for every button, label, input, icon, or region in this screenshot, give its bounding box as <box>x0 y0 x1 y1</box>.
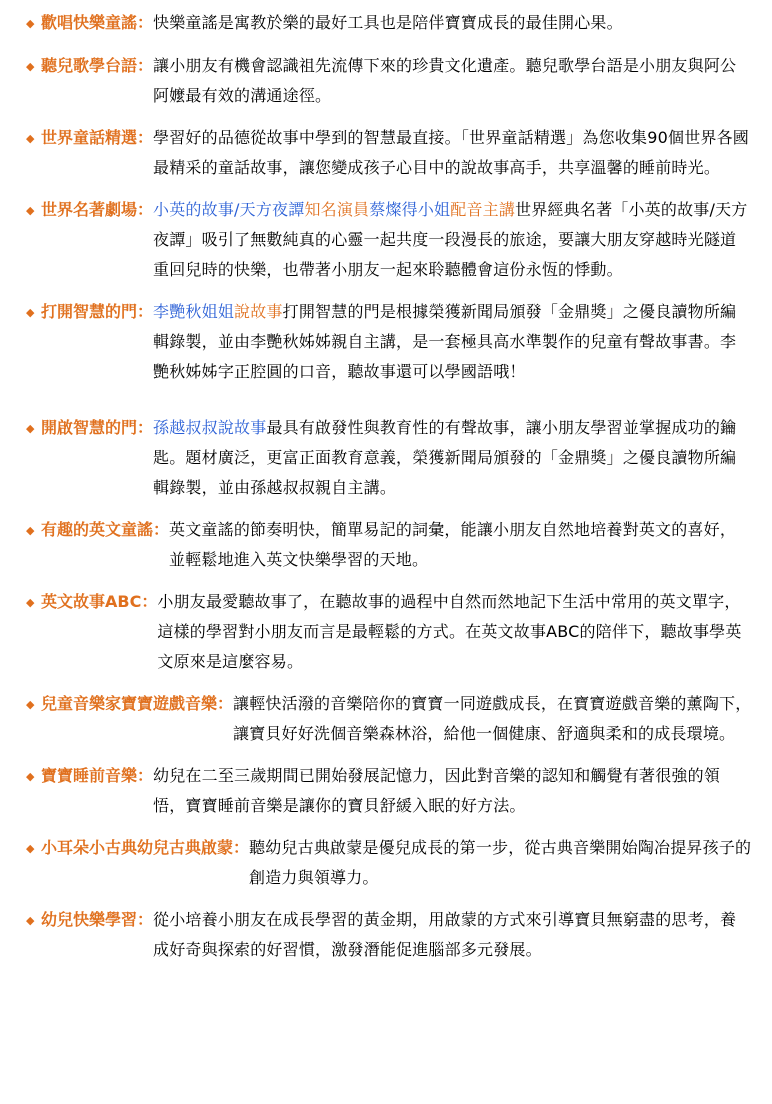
description-text: 最具有啟發性與教育性的有聲故事，讓小朋友學習並掌握成功的鑰匙。題材廣泛，更富正面教育意義，榮獲新聞局頒發的「金鼎獎」之優良讀物所編輯錄製，並由孫越叔叔親自主講。 <box>153 418 737 497</box>
list-item <box>26 123 752 183</box>
entry-title: 寶寶睡前音樂 <box>41 766 138 785</box>
highlight-link[interactable]: 孫越叔叔 <box>153 418 218 437</box>
entry-colon: ： <box>233 838 250 857</box>
description-text: 從小培養小朋友在成長學習的黃金期，用啟蒙的方式來引導寶貝無窮盡的思考，養成好奇與探索的好習慣，激發潛能促進腦部多元發展。 <box>153 910 737 959</box>
entry-title: 打開智慧的門 <box>41 302 138 321</box>
entry-colon: ： <box>153 520 170 539</box>
entry-description <box>169 515 752 575</box>
highlight-link[interactable]: 說故事 <box>217 418 267 437</box>
entry-description <box>249 833 752 893</box>
description-text: 世界經典名著「小英的故事/天方夜譚」吸引了無數純真的心靈一起共度一段漫長的旅途，要讓大朋友穿越時光隧道重回兒時的快樂，也帶著小朋友一起來聆聽體會這份永恆的悸動。 <box>153 200 748 279</box>
description-text: 讓輕快活潑的音樂陪你的寶寶一同遊戲成長，在寶寶遊戲音樂的薰陶下，讓寶貝好好洗個音樂森林浴，給他一個健康、舒適與柔和的成長環境。 <box>233 694 752 743</box>
description-text: 幼兒在二至三歲期間已開始發展記憶力，因此對音樂的認知和觸覺有著很強的領悟，寶寶睡前音樂是讓你的寶貝舒緩入眠的好方法。 <box>153 766 721 815</box>
list-item <box>26 587 752 677</box>
entry-description <box>157 587 752 677</box>
entry-label <box>26 689 233 720</box>
description-text: 快樂童謠是寓教於樂的最好工具也是陪伴寶寶成長的最佳開心果。 <box>153 13 623 32</box>
entry-description <box>153 761 752 821</box>
list-item <box>26 905 752 965</box>
entry-title: 世界名著劇場 <box>41 200 138 219</box>
description-text: 小朋友最愛聽故事了，在聽故事的過程中自然而然地記下生活中常用的英文單字，這樣的學習對小朋友而言是最輕鬆的方式。在英文故事ABC的陪伴下，聽故事學英文原來是這麼容易。 <box>157 592 742 671</box>
entry-description <box>233 689 752 749</box>
entry-label <box>26 515 169 546</box>
highlight-text: 知名演員 <box>304 200 370 219</box>
entry-colon: ： <box>137 766 154 785</box>
entry-colon: ： <box>137 128 154 147</box>
entry-description <box>153 413 752 503</box>
diamond-icon: ◆ <box>26 60 35 73</box>
entry-label <box>26 587 157 618</box>
entry-label <box>26 8 153 39</box>
list-item <box>26 761 752 821</box>
diamond-icon: ◆ <box>26 596 35 609</box>
entry-colon: ： <box>137 56 154 75</box>
diamond-icon: ◆ <box>26 914 35 927</box>
entry-label <box>26 833 249 864</box>
list-item <box>26 195 752 285</box>
entry-label <box>26 905 153 936</box>
entry-description <box>153 123 752 183</box>
entry-colon: ： <box>141 592 158 611</box>
entry-description <box>153 8 752 38</box>
entry-title: 兒童音樂家寶寶遊戲音樂 <box>41 694 218 713</box>
entry-title: 有趣的英文童謠 <box>41 520 154 539</box>
description-text: 英文童謠的節奏明快，簡單易記的詞彙，能讓小朋友自然地培養對英文的喜好，並輕鬆地進入英文快樂學習的天地。 <box>169 520 737 569</box>
description-text: 打開智慧的門是根據榮獲新聞局頒發「金鼎獎」之優良讀物所編輯錄製，並由李艷秋姊姊親自主講，是一套極具高水準製作的兒童有聲故事書。李艷秋姊姊字正腔圓的口音，聽故事還可以學國語哦！ <box>153 302 737 381</box>
diamond-icon: ◆ <box>26 524 35 537</box>
entry-colon: ： <box>137 418 154 437</box>
entry-colon: ： <box>217 694 234 713</box>
entry-title: 開啟智慧的門 <box>41 418 138 437</box>
list-item <box>26 413 752 503</box>
diamond-icon: ◆ <box>26 17 35 30</box>
entry-colon: ： <box>137 13 154 32</box>
entry-title: 歡唱快樂童謠 <box>41 13 138 32</box>
entry-description <box>153 195 752 285</box>
entry-title: 英文故事ABC <box>41 592 142 611</box>
diamond-icon: ◆ <box>26 842 35 855</box>
entry-title: 世界童話精選 <box>41 128 138 147</box>
entry-label <box>26 297 153 328</box>
highlight-link[interactable]: 蔡燦得小姐 <box>369 200 451 219</box>
entry-title: 幼兒快樂學習 <box>41 910 138 929</box>
entry-label <box>26 51 153 82</box>
entry-label <box>26 123 153 154</box>
highlight-text: 說故事 <box>234 302 283 321</box>
entry-title: 小耳朵小古典幼兒古典啟蒙 <box>41 838 234 857</box>
highlight-text: 配音主講 <box>450 200 516 219</box>
entry-description <box>153 297 752 387</box>
diamond-icon: ◆ <box>26 204 35 217</box>
entry-title: 聽兒歌學台語 <box>41 56 138 75</box>
description-text: 學習好的品德從故事中學到的智慧最直接。「世界童話精選」為您收集90個世界各國最精采的童話故事，讓您變成孩子心目中的說故事高手，共享溫馨的睡前時光。 <box>153 128 749 177</box>
diamond-icon: ◆ <box>26 698 35 711</box>
diamond-icon: ◆ <box>26 422 35 435</box>
entry-colon: ： <box>137 302 154 321</box>
list-item <box>26 8 752 39</box>
list-item <box>26 297 752 387</box>
description-text: 讓小朋友有機會認識祖先流傳下來的珍貴文化遺產。聽兒歌學台語是小朋友與阿公阿嬤最有效的溝通途徑。 <box>153 56 737 105</box>
entry-label <box>26 413 153 444</box>
entry-label <box>26 761 153 792</box>
description-text: 聽幼兒古典啟蒙是優兒成長的第一步，從古典音樂開始陶冶提昇孩子的創造力與領導力。 <box>249 838 752 887</box>
entry-colon: ： <box>137 200 154 219</box>
entry-description <box>153 905 752 965</box>
entry-description <box>153 51 752 111</box>
list-item <box>26 515 752 575</box>
entry-colon: ： <box>137 910 154 929</box>
highlight-link[interactable]: 小英的故事/天方夜譚 <box>153 200 305 219</box>
highlight-link[interactable]: 李艷秋姐姐 <box>153 302 235 321</box>
list-item <box>26 51 752 111</box>
entry-label <box>26 195 153 226</box>
diamond-icon: ◆ <box>26 770 35 783</box>
list-item <box>26 833 752 893</box>
list-item <box>26 689 752 749</box>
diamond-icon: ◆ <box>26 306 35 319</box>
diamond-icon: ◆ <box>26 132 35 145</box>
